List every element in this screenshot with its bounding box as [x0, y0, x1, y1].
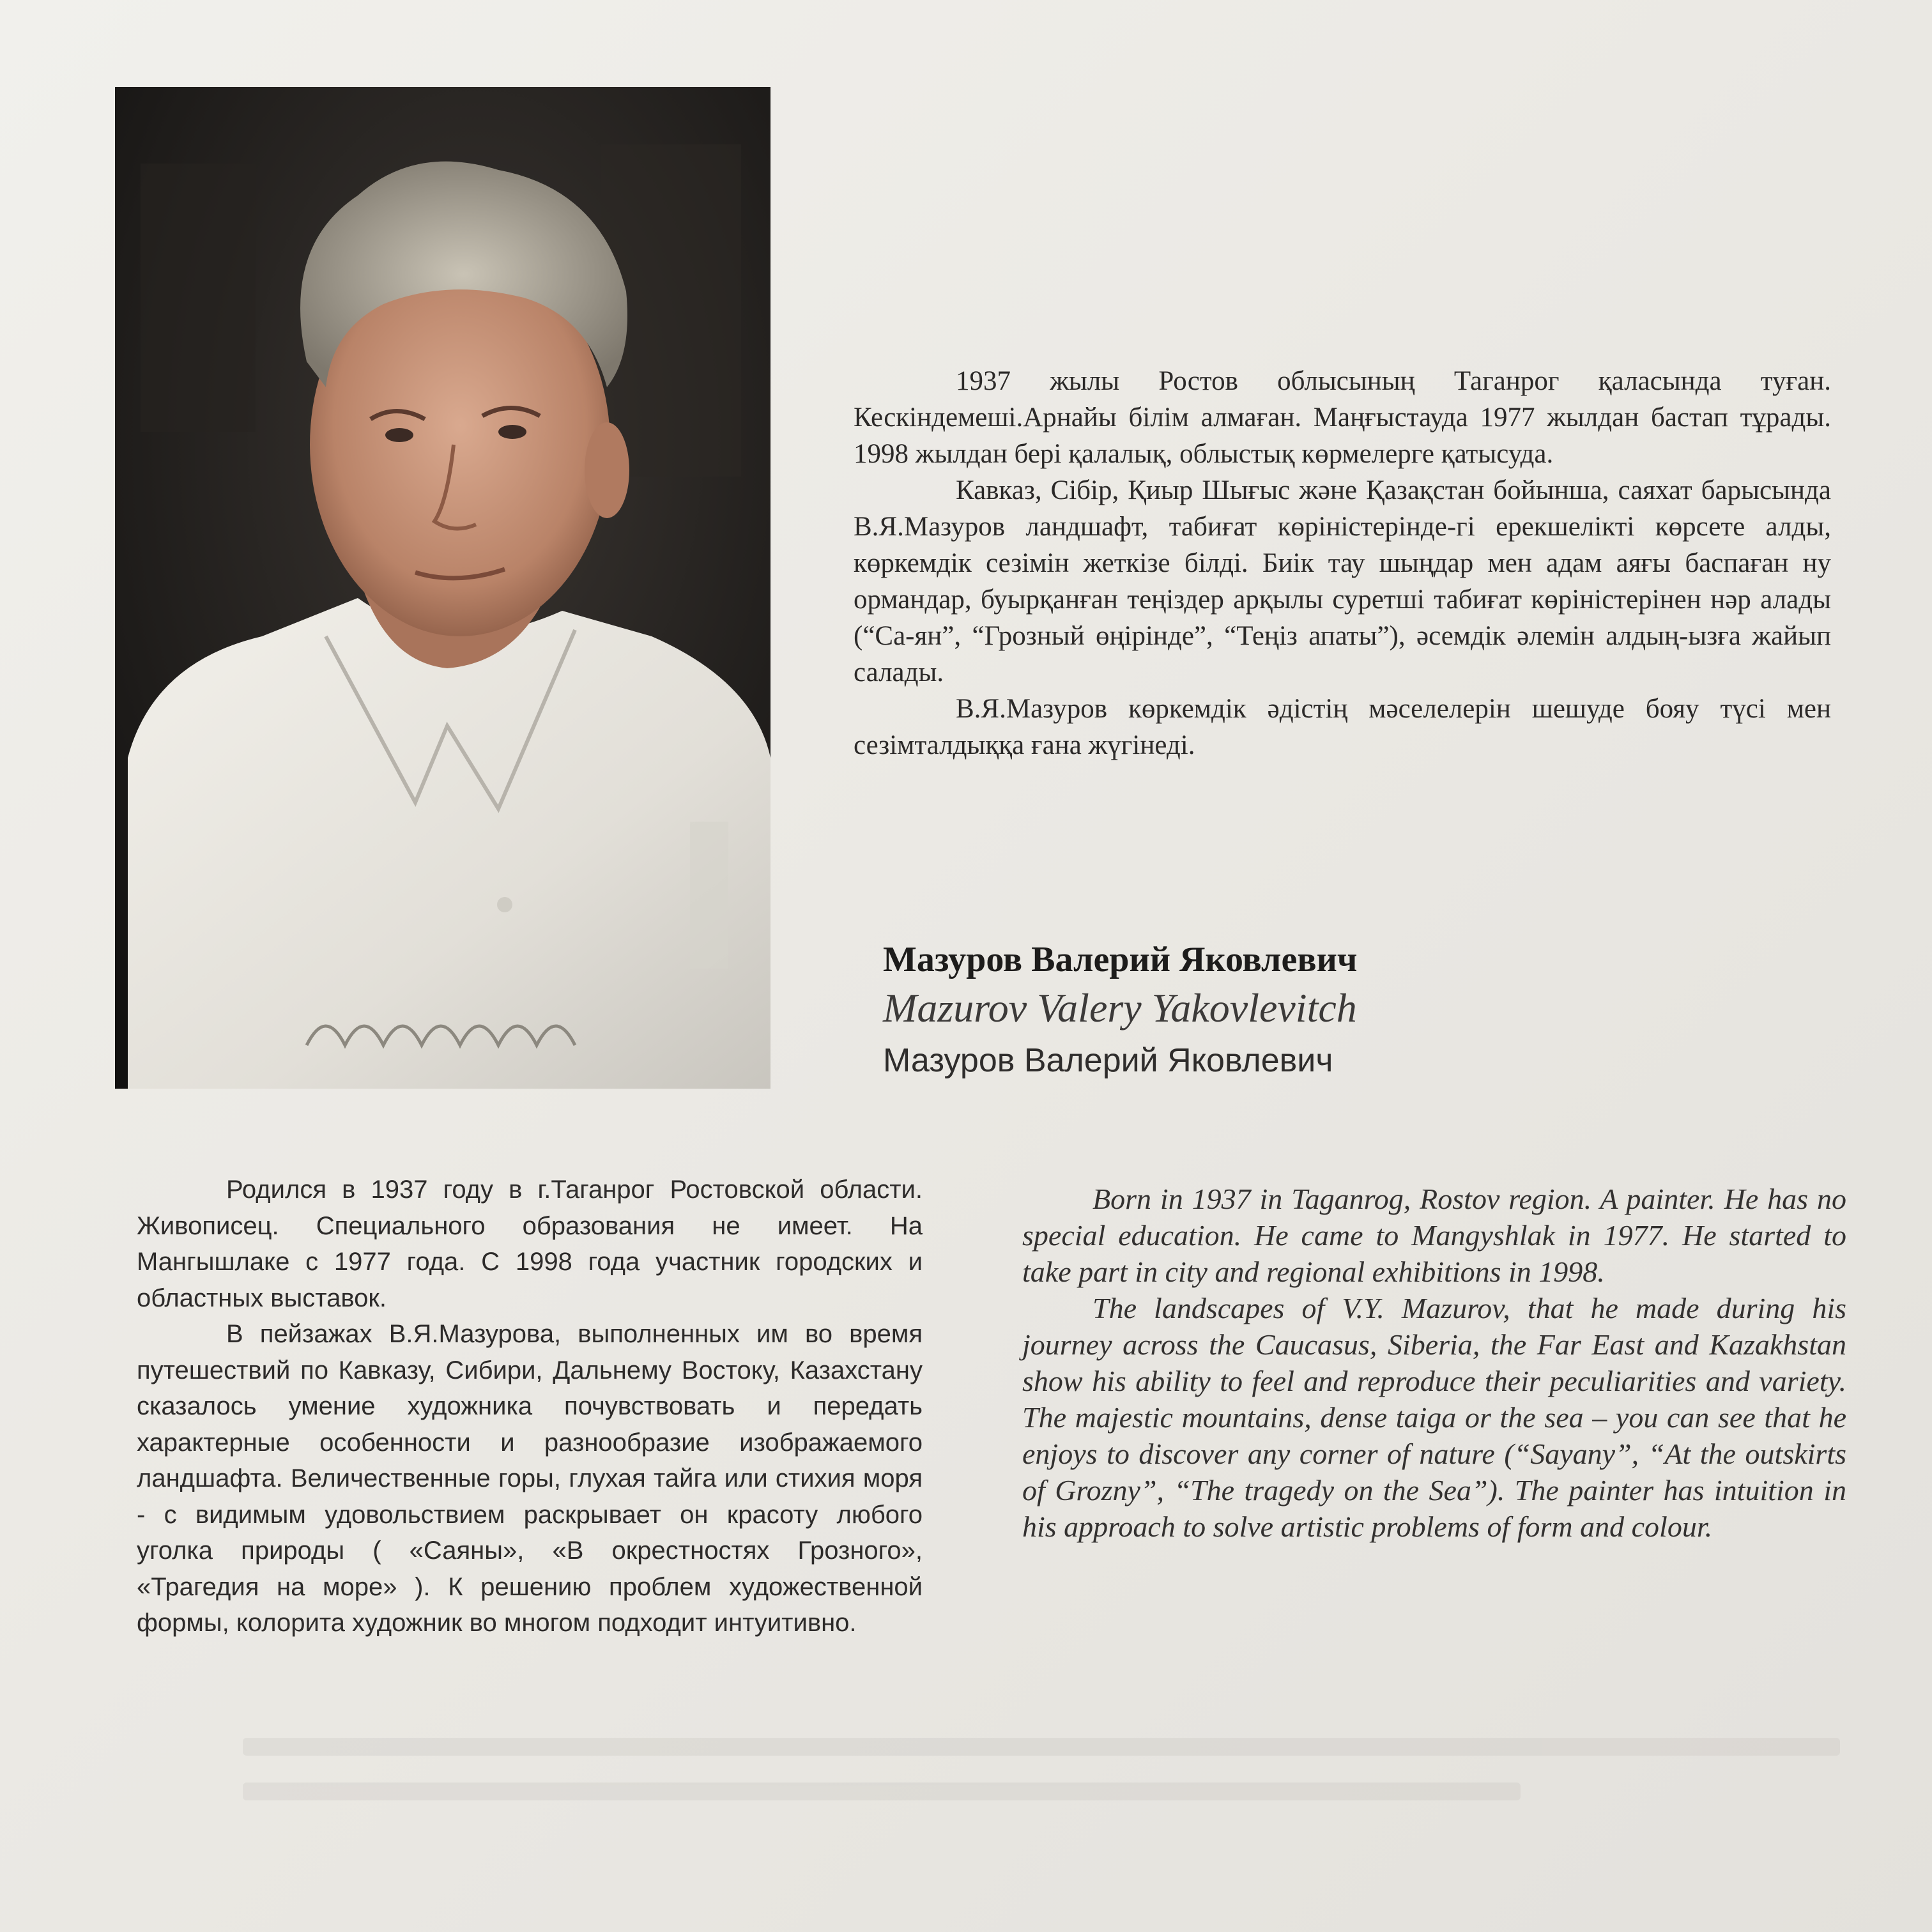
russian-paragraph: В пейзажах В.Я.Мазурова, выполненных им во время путешествий по Кавказу, Сибири, Дальнему Востоку, Казахстану сказалось умение художника почувствовать и передать характерные особенности и разнообразие изображаемого ландшафта. Величественные горы, глухая тайга или стихия моря - с видимым удовольствием раскрывает он красоту любого уголка природы ( «Саяны», «В окрестностях Грозного», «Трагедия на море» ). К решению проблем художественной формы, колорита художник во многом подходит интуитивно.: [137, 1320, 923, 1637]
english-biography: [1022, 1181, 1846, 1545]
show-through-text: [243, 1738, 1840, 1846]
artist-name-russian: Мазуров Валерий Яковлевич: [883, 1042, 1333, 1079]
artist-name-russian-bold: Мазуров Валерий Яковлевич: [883, 940, 1358, 979]
artist-name-english: Mazurov Valery Yakovlevitch: [883, 985, 1357, 1031]
portrait-illustration: [115, 87, 770, 1089]
kazakh-paragraph: 1937 жылы Ростов облысының Таганрог қаласында туған. Кескіндемеші.Арнайы білім алмаған. Маңғыстауда 1977 жылдан бастап тұрады. 1998 жылдан бері қалалық, облыстық көрмелерге қатысуда.: [854, 366, 1831, 469]
english-paragraph: Born in 1937 in Taganrog, Rostov region. A painter. He has no special education. He came to Mangyshlak in 1977. He started to take part in city and regional exhibitions in 1998.: [1022, 1183, 1846, 1288]
show-through-line: [243, 1782, 1521, 1800]
portrait-photo: [115, 87, 770, 1089]
kazakh-paragraph: В.Я.Мазуров көркемдік әдістің мәселелерін шешуде бояу түсі мен сезімталдыққа ғана жүгінеді.: [854, 694, 1831, 760]
kazakh-biography: [854, 363, 1831, 763]
russian-paragraph: Родился в 1937 году в г.Таганрог Ростовской области. Живописец. Специального образования не имеет. На Мангышлаке с 1977 года. С 1998 года участник городских и областных выставок.: [137, 1176, 923, 1312]
russian-biography: [137, 1172, 923, 1641]
artist-name-block: [883, 938, 1777, 1086]
show-through-line: [243, 1738, 1840, 1756]
kazakh-paragraph: Кавказ, Сібір, Қиыр Шығыс және Қазақстан бойынша, саяхат барысында В.Я.Мазуров ландшафт, табиғат көріністерінде-гі ерекшелікті көрсете алды, көркемдік сезімін жеткізе білді. Биік тау шыңдар мен адам аяғы баспаған ну ормандар, буырқанған теңіздер арқылы суретші табиғат көріністерінен нәр алады (“Са-ян”, “Грозный өңірінде”, “Теңіз апаты”), әсемдік әлемін алдың-ызға жайып салады.: [854, 475, 1831, 687]
english-paragraph: The landscapes of V.Y. Mazurov, that he made during his journey across the Caucasus, Siberia, the Far East and Kazakhstan show his ability to feel and reproduce their peculiarities and variety. The majestic mountains, dense taiga or the sea – you can see that he enjoys to discover any corner of nature (“Sayany”, “At the outskirts of Grozny”, “The tragedy on the Sea”). The painter has intuition in his approach to solve artistic problems of form and colour.: [1022, 1292, 1846, 1543]
